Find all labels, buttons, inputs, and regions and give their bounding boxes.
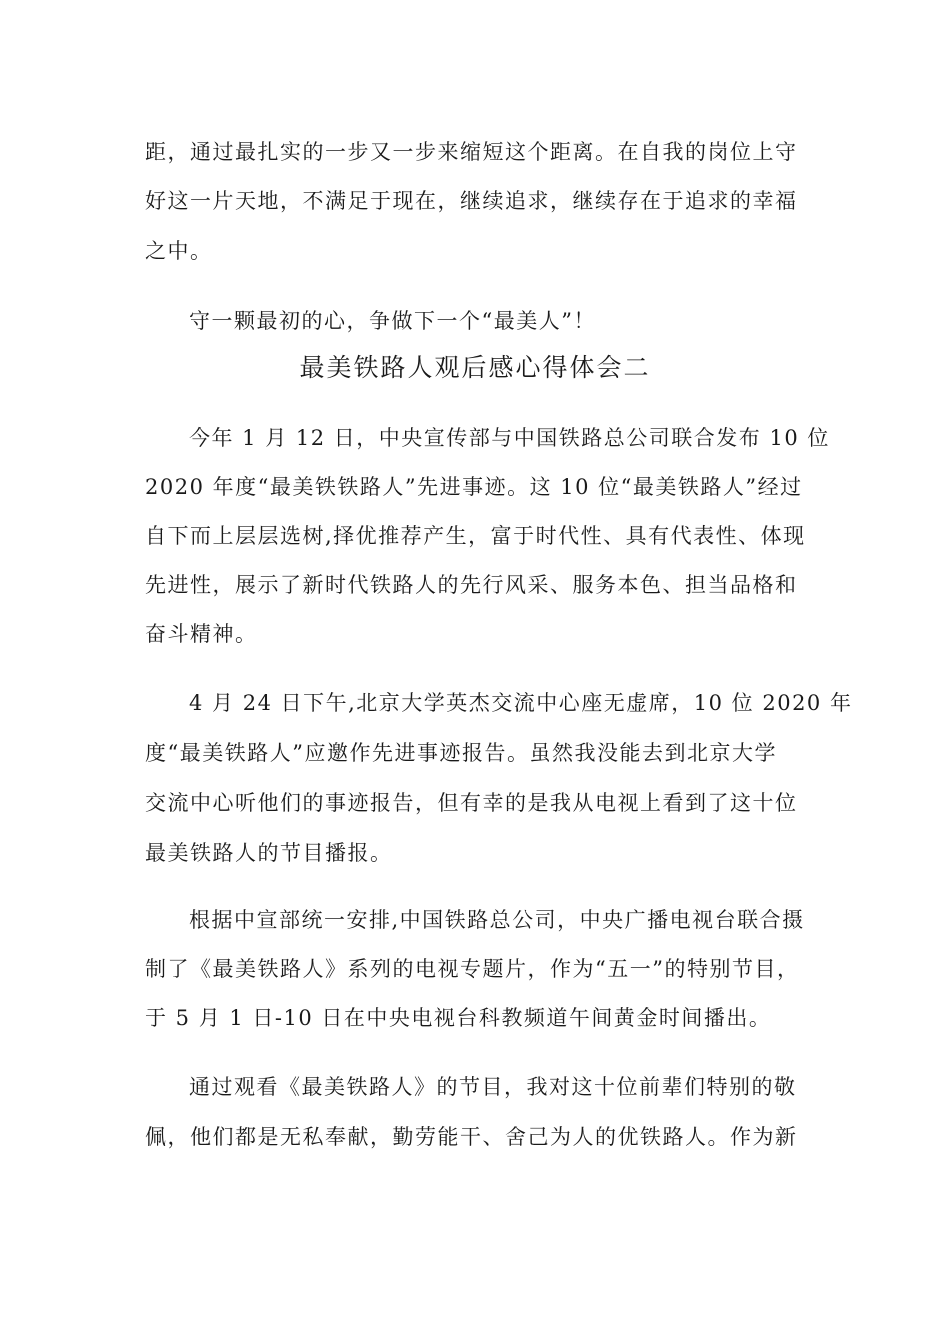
text-line: 先进性，展示了新时代铁路人的先行风采、服务本色、担当品格和 [145, 573, 798, 597]
text-line: 自下而上层层选树,择优推荐产生，富于时代性、具有代表性、体现 [145, 524, 806, 548]
text-line: 奋斗精神。 [145, 622, 258, 646]
text-line: 之中。 [145, 239, 213, 263]
text-line: 制了《最美铁路人》系列的电视专题片，作为“五一”的特别节目， [145, 957, 800, 981]
text-line: 交流中心听他们的事迹报告，但有幸的是我从电视上看到了这十位 [145, 791, 798, 815]
text-line: 4 月 24 日下午,北京大学英杰交流中心座无虚席，10 位 2020 年 [189, 691, 853, 715]
text-line: 通过观看《最美铁路人》的节目，我对这十位前辈们特别的敬 [189, 1075, 797, 1099]
text-line: 守一颗最初的心，争做下一个“最美人”！ [189, 309, 596, 333]
text-line: 好这一片天地，不满足于现在，继续追求，继续存在于追求的幸福 [145, 189, 798, 213]
text-line: 最美铁路人的节目播报。 [145, 841, 393, 865]
text-line: 距，通过最扎实的一步又一步来缩短这个距离。在自我的岗位上守 [145, 140, 798, 164]
text-line: 根据中宣部统一安排,中国铁路总公司，中央广播电视台联合摄 [189, 908, 805, 932]
text-line: 于 5 月 1 日-10 日在中央电视台科教频道午间黄金时间播出。 [145, 1006, 772, 1030]
text-line: 今年 1 月 12 日，中央宣传部与中国铁路总公司联合发布 10 位 [189, 426, 830, 450]
text-line: 2020 年度“最美铁铁路人”先进事迹。这 10 位“最美铁路人”经过 [145, 475, 803, 499]
text-line: 度“最美铁路人”应邀作先进事迹报告。虽然我没能去到北京大学 [145, 741, 777, 765]
text-line: 佩，他们都是无私奉献，勤劳能干、舍己为人的优铁路人。作为新 [145, 1125, 798, 1149]
section-title: 最美铁路人观后感心得体会二 [299, 353, 651, 382]
